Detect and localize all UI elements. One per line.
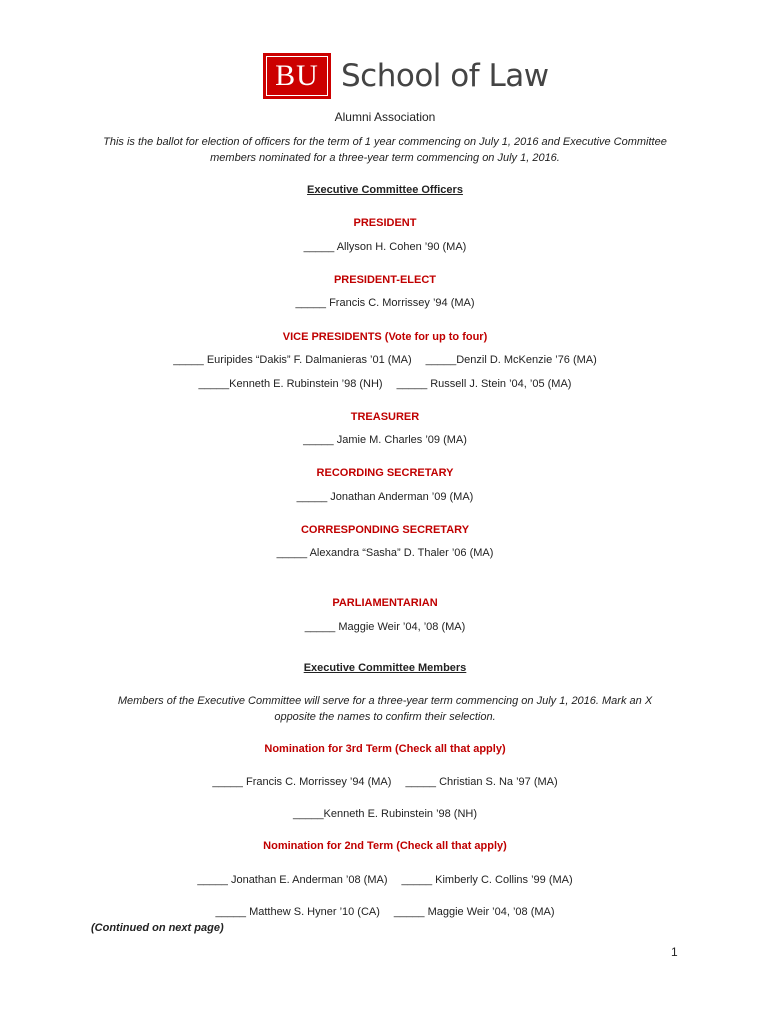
continued-note: (Continued on next page): [91, 922, 224, 934]
members-intro-line-1: Members of the Executive Committee will serve for a three-year term commencing on July 1, 2016. Mark an X: [117, 695, 653, 707]
recording-secretary-label: RECORDING SECRETARY: [316, 467, 454, 479]
vice-presidents-label: VICE PRESIDENTS (Vote for up to four): [282, 331, 488, 343]
vp-candidate: _____ Euripides “Dakis” F. Dalmanieras ’01 (MA): [173, 354, 412, 366]
member-candidate: _____Kenneth E. Rubinstein ’98 (NH): [292, 808, 478, 820]
page-number: 1: [671, 945, 678, 959]
vice-presidents-row-1: [0, 354, 770, 366]
page-title: Alumni Association: [334, 110, 436, 124]
parliamentarian-label: PARLIAMENTARIAN: [332, 597, 438, 609]
recording-secretary-candidate: _____ Jonathan Anderman ’09 (MA): [296, 491, 474, 503]
member-candidate: _____ Christian S. Na ’97 (MA): [405, 776, 558, 788]
bu-logo-box: [263, 53, 331, 99]
second-term-row-1: [0, 874, 770, 886]
treasurer-label: TREASURER: [350, 411, 420, 423]
treasurer-candidate: _____ Jamie M. Charles ’09 (MA): [303, 434, 467, 446]
president-elect-candidate: _____ Francis C. Morrissey ’94 (MA): [295, 297, 475, 309]
corresponding-secretary-label: CORRESPONDING SECRETARY: [300, 524, 470, 536]
third-term-row-2: [0, 808, 770, 820]
third-term-label: Nomination for 3rd Term (Check all that apply): [264, 743, 506, 755]
officers-heading: Executive Committee Officers: [307, 184, 463, 196]
vice-presidents-row-2: [0, 378, 770, 390]
members-heading: Executive Committee Members: [303, 662, 467, 674]
intro-line-1: This is the ballot for election of officers for the term of 1 year commencing on July 1, 2016 and Executive Committee: [103, 136, 667, 148]
member-candidate: _____ Kimberly C. Collins ’99 (MA): [401, 874, 573, 886]
president-label: PRESIDENT: [353, 217, 417, 229]
parliamentarian-candidate: _____ Maggie Weir ’04, ’08 (MA): [304, 621, 466, 633]
member-candidate: _____ Maggie Weir ’04, ’08 (MA): [393, 906, 555, 918]
vp-candidate: _____ Russell J. Stein ’04, ’05 (MA): [396, 378, 572, 390]
vp-candidate: _____Denzil D. McKenzie ’76 (MA): [425, 354, 597, 366]
third-term-row-1: [0, 776, 770, 788]
president-elect-label: PRESIDENT-ELECT: [333, 274, 437, 286]
president-candidate: _____ Allyson H. Cohen ’90 (MA): [303, 241, 467, 253]
corresponding-secretary-candidate: _____ Alexandra “Sasha” D. Thaler ’06 (MA): [276, 547, 494, 559]
bu-logo-mark: BU: [275, 59, 319, 92]
second-term-label: Nomination for 2nd Term (Check all that apply): [263, 840, 507, 852]
members-intro-line-2: opposite the names to confirm their selection.: [274, 711, 496, 723]
member-candidate: _____ Francis C. Morrissey ’94 (MA): [212, 776, 392, 788]
second-term-row-2: [0, 906, 770, 918]
bu-law-logo: [263, 52, 549, 100]
vp-candidate: _____Kenneth E. Rubinstein ’98 (NH): [198, 378, 383, 390]
member-candidate: _____ Jonathan E. Anderman ’08 (MA): [197, 874, 388, 886]
member-candidate: _____ Matthew S. Hyner ’10 (CA): [215, 906, 380, 918]
intro-line-2: members nominated for a three-year term commencing on July 1, 2016.: [210, 152, 560, 164]
school-of-law-text: School of Law: [341, 58, 549, 94]
